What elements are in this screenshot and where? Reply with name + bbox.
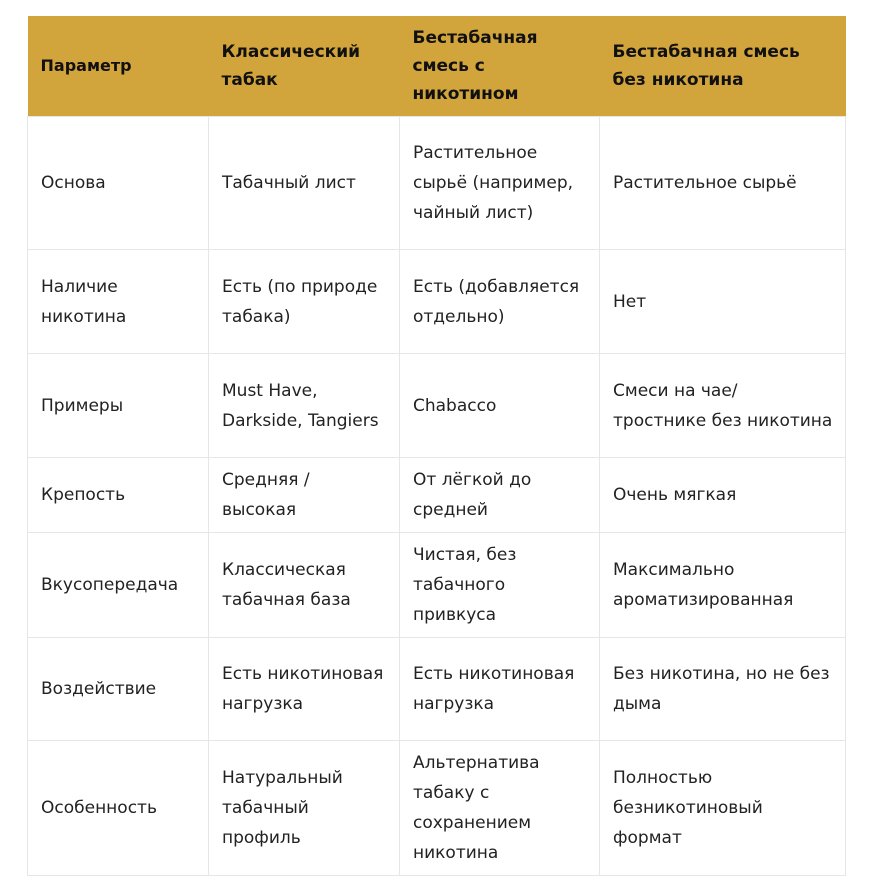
table-cell: Есть (по природе табака) — [209, 250, 400, 354]
table-cell: Растительное сырьё (например, чайный лист) — [400, 117, 600, 250]
table-cell: Полностью безникотиновый формат — [600, 741, 846, 876]
table-cell: Очень мягкая — [600, 458, 846, 533]
table-cell: Примеры — [28, 354, 209, 458]
table-cell: Есть никотиновая нагрузка — [209, 638, 400, 741]
header-cell-classic-tobacco: Классический табак — [209, 16, 400, 117]
table-cell: Есть (добавляется отдельно) — [400, 250, 600, 354]
table-cell: Классическая табачная база — [209, 533, 400, 638]
table-header — [28, 16, 846, 117]
table-cell: Наличие никотина — [28, 250, 209, 354]
table-cell: Есть никотиновая нагрузка — [400, 638, 600, 741]
header-cell-nicotine-free-blend: Бестабачная смесь без никотина — [600, 16, 846, 117]
table-row — [28, 741, 846, 876]
table-cell: Без никотина, но не без дыма — [600, 638, 846, 741]
table-cell: Средняя / высокая — [209, 458, 400, 533]
table-cell: Смеси на чае/ тростнике без никотина — [600, 354, 846, 458]
table-cell: Нет — [600, 250, 846, 354]
table-body — [28, 117, 846, 876]
header-row — [28, 16, 846, 117]
table-row — [28, 250, 846, 354]
table-cell: Табачный лист — [209, 117, 400, 250]
table-cell: Chabacco — [400, 354, 600, 458]
table-row — [28, 533, 846, 638]
table-cell: Крепость — [28, 458, 209, 533]
table-row — [28, 117, 846, 250]
table-cell: Натуральный табачный профиль — [209, 741, 400, 876]
table-cell: Must Have, Darkside, Tangiers — [209, 354, 400, 458]
table-cell: Растительное сырьё — [600, 117, 846, 250]
table-cell: Воздействие — [28, 638, 209, 741]
table-row — [28, 458, 846, 533]
table-row — [28, 354, 846, 458]
header-cell-nicotine-blend: Бестабачная смесь с никотином — [400, 16, 600, 117]
table-cell: Чистая, без табачного привкуса — [400, 533, 600, 638]
table-cell: Альтернатива табаку с сохранением никотина — [400, 741, 600, 876]
comparison-table-container — [27, 16, 845, 876]
table-row — [28, 638, 846, 741]
table-cell: Максимально ароматизированная — [600, 533, 846, 638]
table-cell: Вкусопередача — [28, 533, 209, 638]
comparison-table — [27, 16, 846, 876]
table-cell: От лёгкой до средней — [400, 458, 600, 533]
table-cell: Особенность — [28, 741, 209, 876]
header-cell-parameter: Параметр — [28, 16, 209, 117]
table-cell: Основа — [28, 117, 209, 250]
